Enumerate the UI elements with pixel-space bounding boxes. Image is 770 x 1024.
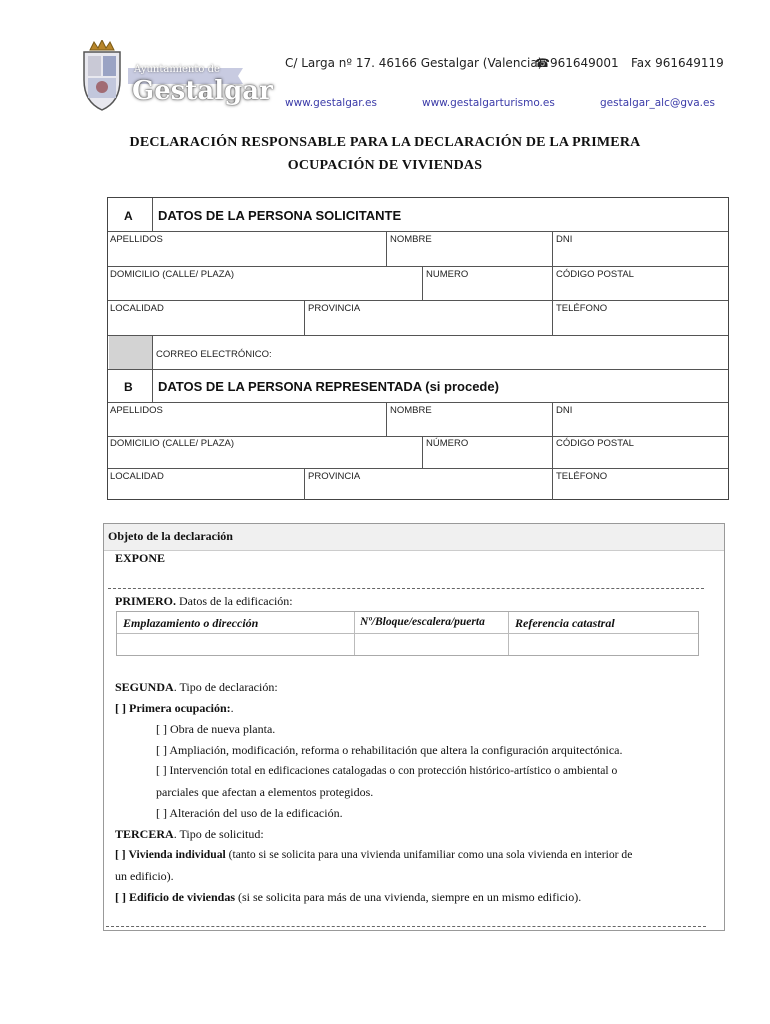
a-dni-field[interactable]: DNI (556, 234, 573, 245)
header-phone: ☎961649001 (535, 56, 619, 70)
a-nombre-field[interactable]: NOMBRE (390, 234, 432, 245)
opt-obra-nueva-checkbox[interactable]: [ ] Obra de nueva planta. (156, 722, 276, 736)
opt-alteracion-uso-checkbox[interactable]: [ ] Alteración del uso de la edificación. (156, 806, 343, 820)
b-apellidos-field[interactable]: APELLIDOS (110, 405, 163, 416)
col-numero-bloque: Nº/Bloque/escalera/puerta (360, 616, 485, 628)
segunda-line: SEGUNDA. Tipo de declaración: (115, 680, 278, 694)
b-nombre-field[interactable]: NOMBRE (390, 405, 432, 416)
section-b-letter: B (124, 380, 133, 394)
a-apellidos-field[interactable]: APELLIDOS (110, 234, 163, 245)
primera-ocupacion-checkbox[interactable]: [ ] Primera ocupación:. (115, 701, 234, 715)
b-localidad-field[interactable]: LOCALIDAD (110, 471, 164, 482)
opt-ampliacion-checkbox[interactable]: [ ] Ampliación, modificación, reforma o rehabilitación que altera la configuración arquitectónica. (156, 743, 623, 757)
divider (108, 588, 704, 589)
applicant-data-table (107, 197, 729, 500)
header-tourism-link[interactable]: www.gestalgarturismo.es (422, 97, 555, 109)
opt-intervencion-cont: parciales que afectan a elementos protegidos. (156, 785, 374, 799)
edificio-viviendas-checkbox[interactable]: [ ] Edificio de viviendas (si se solicita para más de una vivienda, siempre en un mismo edificio). (115, 890, 582, 904)
a-domicilio-field[interactable]: DOMICILIO (CALLE/ PLAZA) (110, 269, 235, 280)
logo-wordmark: Gestalgar (132, 76, 273, 106)
tercera-line: TERCERA. Tipo de solicitud: (115, 827, 264, 841)
b-codigo-postal-field[interactable]: CÓDIGO POSTAL (556, 438, 634, 449)
building-data-table (116, 611, 699, 656)
a-codigo-postal-field[interactable]: CÓDIGO POSTAL (556, 269, 634, 280)
header-web-link[interactable]: www.gestalgar.es (285, 97, 377, 109)
bottom-divider (106, 926, 706, 927)
vivienda-individual-cont: un edificio). (115, 869, 174, 883)
header-address: C/ Larga nº 17. 46166 Gestalgar (Valencia) (285, 56, 543, 70)
vivienda-individual-checkbox[interactable]: [ ] Vivienda individual (tanto si se solicita para una vivienda unifamiliar como una sola vivienda en interior de (115, 848, 633, 861)
header-fax: Fax 961649119 (631, 56, 724, 70)
document-title-line2: OCUPACIÓN DE VIVIENDAS (287, 158, 483, 173)
primero-line: PRIMERO. Datos de la edificación: (115, 594, 293, 608)
b-numero-field[interactable]: NÚMERO (426, 438, 469, 449)
a-telefono-field[interactable]: TELÉFONO (556, 303, 608, 314)
section-a-title: DATOS DE LA PERSONA SOLICITANTE (158, 208, 402, 223)
section-a-letter: A (124, 209, 133, 223)
opt-intervencion-checkbox[interactable]: [ ] Intervención total en edificaciones catalogadas o con protección histórico-artístico o ambiental o (156, 764, 618, 777)
a-localidad-field[interactable]: LOCALIDAD (110, 303, 164, 314)
document-title-line1: DECLARACIÓN RESPONSABLE PARA LA DECLARACIÓN DE LA PRIMERA (129, 135, 641, 150)
b-provincia-field[interactable]: PROVINCIA (308, 471, 361, 482)
grey-cell (109, 336, 152, 369)
col-referencia-catastral: Referencia catastral (515, 616, 615, 630)
section-b-title: DATOS DE LA PERSONA REPRESENTADA (si procede) (158, 379, 499, 394)
municipal-crest-logo (78, 40, 273, 112)
a-numero-field[interactable]: NUMERO (426, 269, 469, 280)
declaration-object-box (103, 523, 725, 931)
b-domicilio-field[interactable]: DOMICILIO (CALLE/ PLAZA) (110, 438, 235, 449)
b-dni-field[interactable]: DNI (556, 405, 573, 416)
b-telefono-field[interactable]: TELÉFONO (556, 471, 608, 482)
object-heading: Objeto de la declaración (108, 529, 233, 543)
referencia-catastral-input[interactable] (509, 634, 698, 654)
expone-label: EXPONE (115, 551, 166, 565)
col-emplazamiento: Emplazamiento o dirección (123, 616, 259, 630)
header-email-link[interactable]: gestalgar_alc@gva.es (600, 97, 715, 109)
a-correo-field[interactable]: CORREO ELECTRÓNICO: (156, 349, 272, 360)
emplazamiento-input[interactable] (118, 634, 354, 654)
numero-bloque-input[interactable] (355, 634, 508, 654)
logo-caption: Ayuntamiento de (134, 64, 220, 75)
a-provincia-field[interactable]: PROVINCIA (308, 303, 361, 314)
